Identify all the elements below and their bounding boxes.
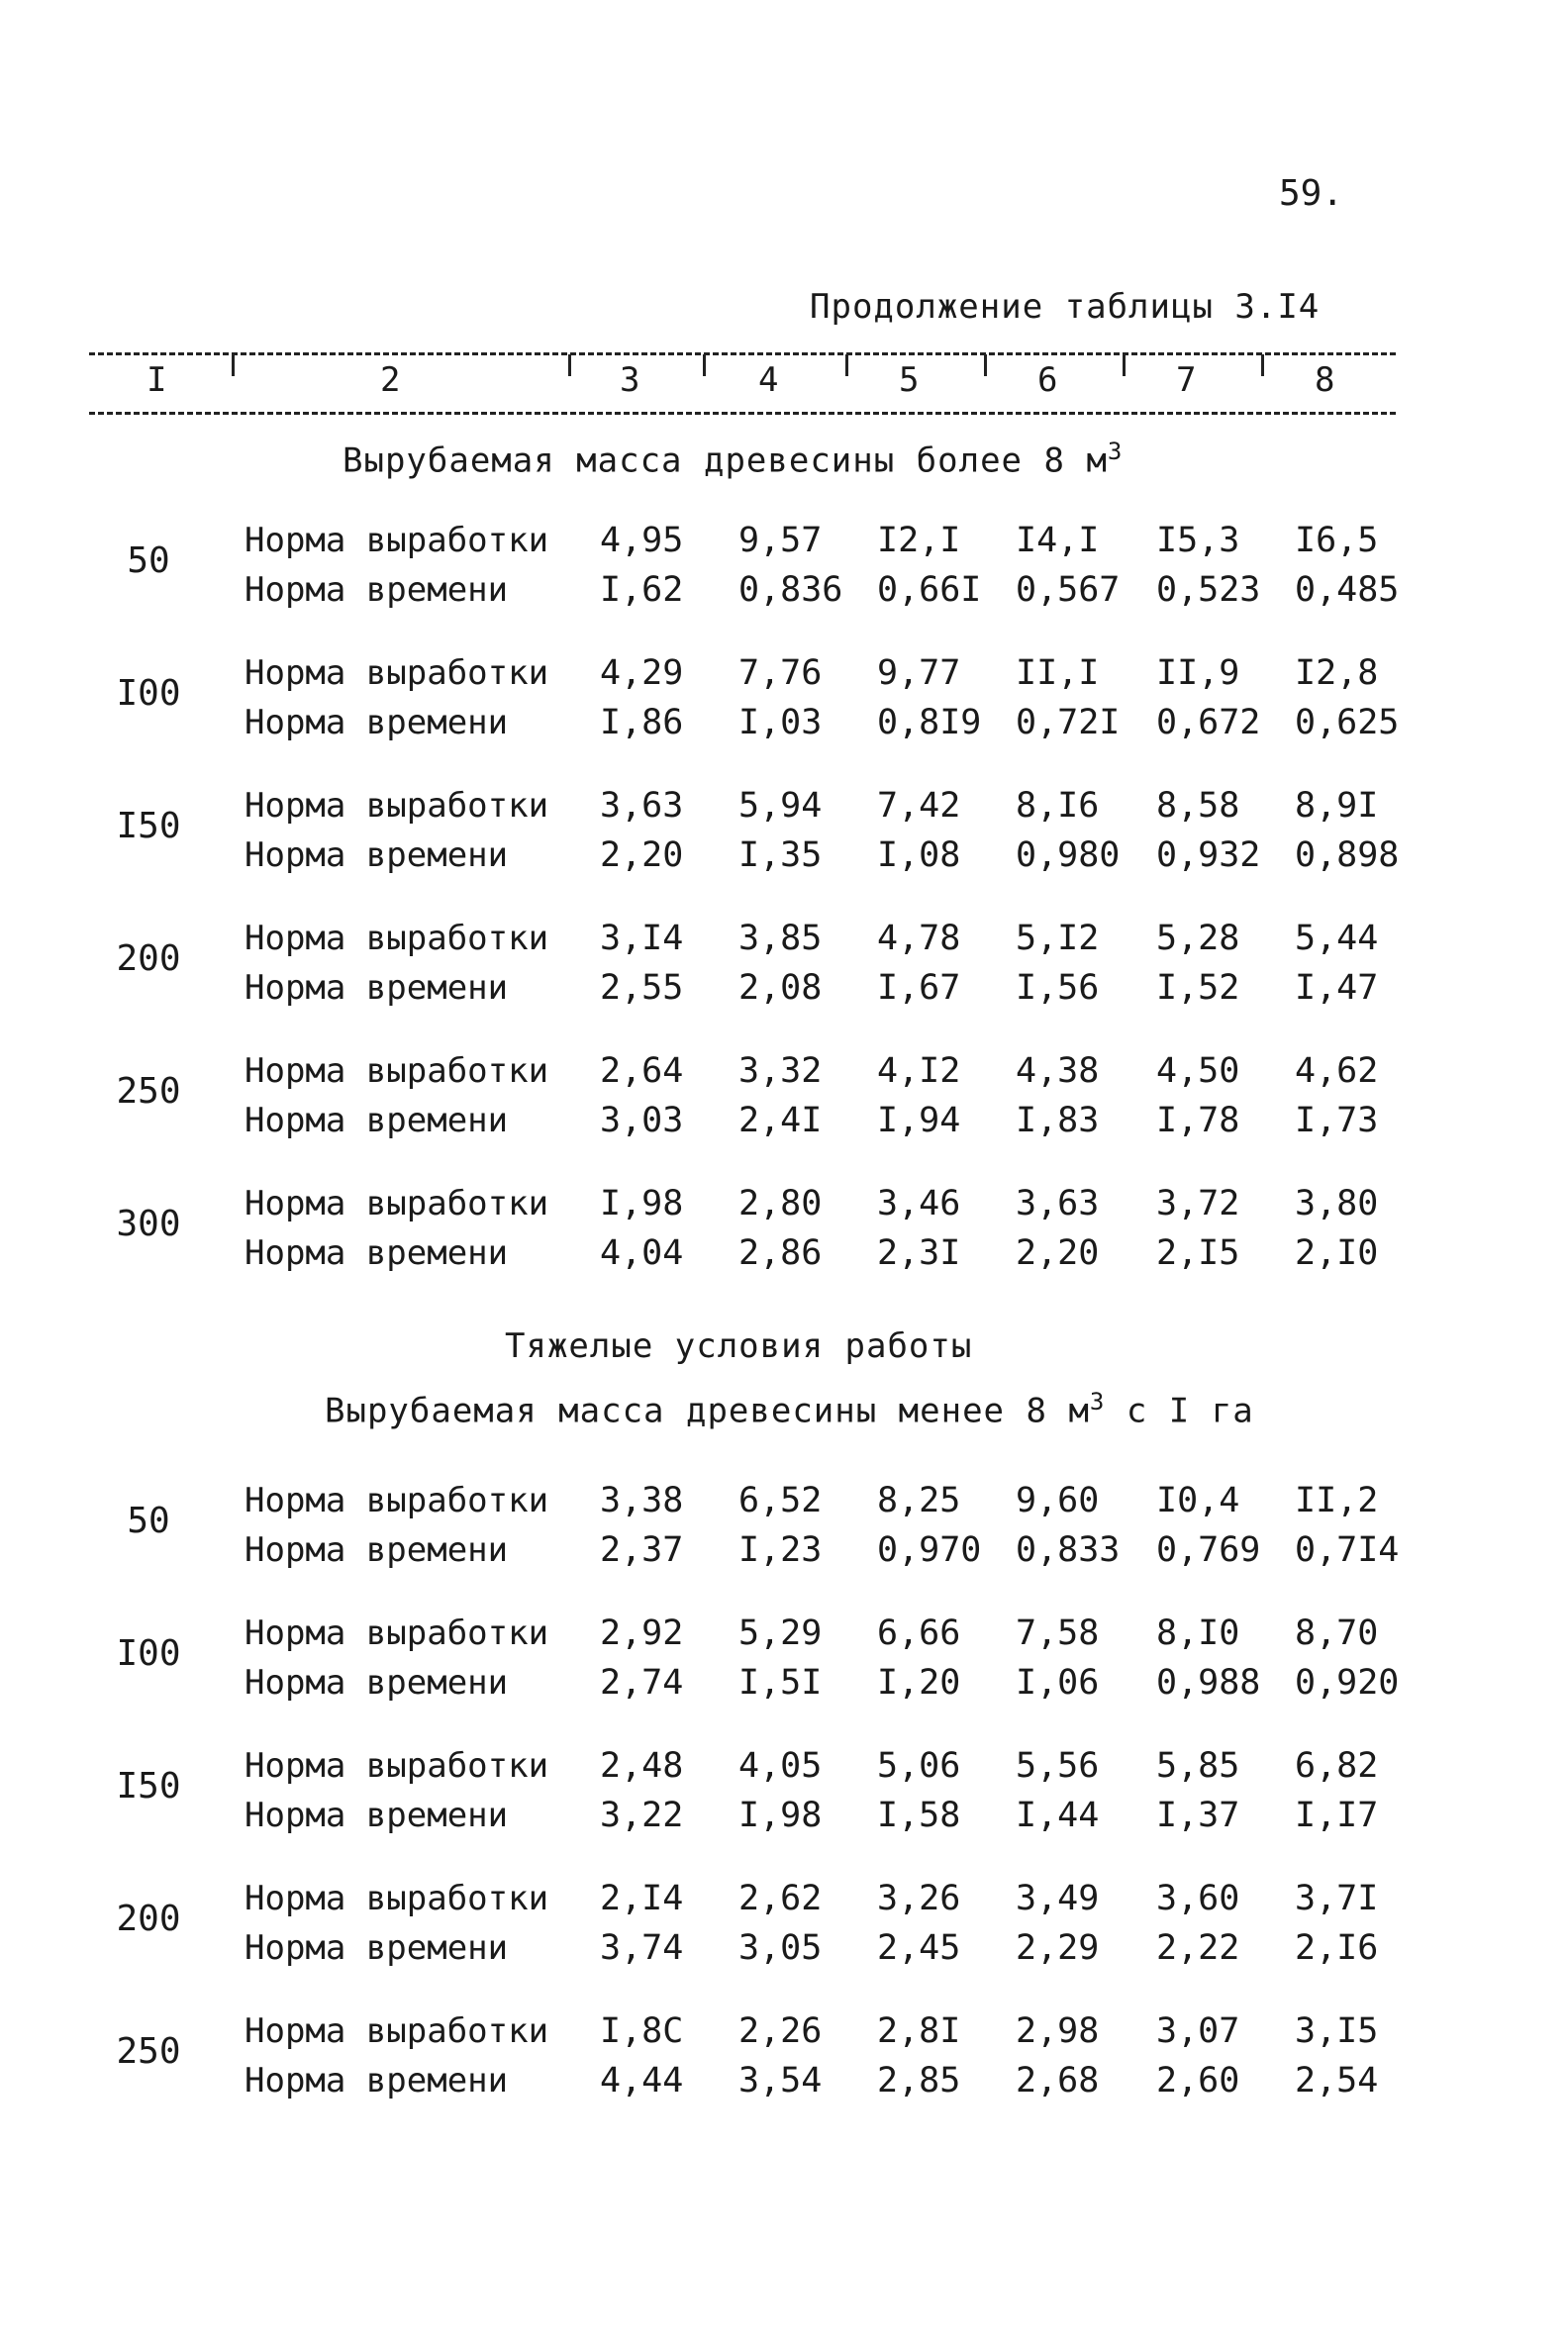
- table-cell: I0,4: [1156, 1481, 1240, 1520]
- header-separator: [1261, 354, 1264, 376]
- table-cell: 3,63: [1016, 1184, 1100, 1223]
- table-cell: 4,50: [1156, 1051, 1240, 1091]
- header-separator: [984, 354, 987, 376]
- table-cell: I,86: [600, 703, 684, 742]
- table-cell: I,44: [1016, 1796, 1100, 1835]
- table-cell: 4,29: [600, 653, 684, 693]
- table-cell: 2,64: [600, 1051, 684, 1091]
- row-label: Норма времени: [245, 835, 509, 875]
- output-norm-row: [0, 1184, 1568, 1231]
- row-label: Норма выработки: [245, 521, 549, 560]
- table-cell: I,47: [1295, 968, 1379, 1008]
- output-norm-row: [0, 521, 1568, 568]
- table-cell: I,73: [1295, 1101, 1379, 1140]
- output-norm-row: [0, 1051, 1568, 1099]
- table-cell: 3,80: [1295, 1184, 1379, 1223]
- table-cell: 3,63: [600, 786, 684, 826]
- output-norm-row: [0, 1879, 1568, 1926]
- table-cell: 0,988: [1156, 1663, 1261, 1703]
- table-cell: I,03: [738, 703, 823, 742]
- table-cell: I2,I: [877, 521, 961, 560]
- table-cell: 5,29: [738, 1613, 823, 1653]
- section2-title: [325, 1388, 1254, 1430]
- table-cell: I,8C: [600, 2011, 684, 2051]
- table-cell: I4,I: [1016, 521, 1100, 560]
- table-cell: I,56: [1016, 968, 1100, 1008]
- row-number: I00: [116, 673, 181, 714]
- table-cell: I,20: [877, 1663, 961, 1703]
- time-norm-row: [0, 1530, 1568, 1578]
- header-bottom-rule: [89, 412, 1396, 415]
- header-separator: [1123, 354, 1126, 376]
- output-norm-row: [0, 1746, 1568, 1794]
- header-col-2: 2: [380, 360, 401, 400]
- table-cell: 7,58: [1016, 1613, 1100, 1653]
- table-cell: 2,26: [738, 2011, 823, 2051]
- table-cell: 3,7I: [1295, 1879, 1379, 1918]
- table-cell: 0,625: [1295, 703, 1400, 742]
- table-cell: I,62: [600, 570, 684, 610]
- table-cell: 2,60: [1156, 2061, 1240, 2101]
- table-cell: 3,74: [600, 1928, 684, 1968]
- table-cell: 4,04: [600, 1233, 684, 1273]
- table-cell: 4,05: [738, 1746, 823, 1786]
- table-cell: I,37: [1156, 1796, 1240, 1835]
- table-cell: I,94: [877, 1101, 961, 1140]
- row-number: 200: [116, 938, 181, 979]
- table-cell: I,98: [600, 1184, 684, 1223]
- time-norm-row: [0, 835, 1568, 883]
- row-label: Норма времени: [245, 1530, 509, 1570]
- row-label: Норма времени: [245, 1928, 509, 1968]
- row-label: Норма времени: [245, 1233, 509, 1273]
- row-label: Норма выработки: [245, 1746, 549, 1786]
- table-row-group: [0, 919, 1568, 1027]
- section2-title-text: Вырубаемая масса древесины менее 8 м: [325, 1391, 1090, 1431]
- output-norm-row: [0, 919, 1568, 966]
- row-label: Норма выработки: [245, 1481, 549, 1520]
- table-cell: 2,62: [738, 1879, 823, 1918]
- table-header: [89, 352, 1396, 414]
- section1-title-text: Вырубаемая масса древесины более 8 м: [343, 440, 1108, 481]
- header-col-3: 3: [620, 360, 640, 400]
- time-norm-row: [0, 703, 1568, 750]
- table-cell: I,67: [877, 968, 961, 1008]
- table-cell: 2,3I: [877, 1233, 961, 1273]
- table-cell: II,9: [1156, 653, 1240, 693]
- section2-title-tail: с I га: [1105, 1391, 1254, 1431]
- table-cell: 3,I4: [600, 919, 684, 958]
- table-cell: 3,I5: [1295, 2011, 1379, 2051]
- row-label: Норма времени: [245, 1101, 509, 1140]
- table-row-group: [0, 521, 1568, 630]
- table-row-group: [0, 1051, 1568, 1160]
- table-cell: 5,06: [877, 1746, 961, 1786]
- table-cell: 2,20: [600, 835, 684, 875]
- table-cell: 3,49: [1016, 1879, 1100, 1918]
- row-number: 50: [127, 1501, 170, 1541]
- table-cell: II,2: [1295, 1481, 1379, 1520]
- output-norm-row: [0, 1613, 1568, 1661]
- table-cell: 0,836: [738, 570, 843, 610]
- table-cell: 6,66: [877, 1613, 961, 1653]
- table-cell: 5,56: [1016, 1746, 1100, 1786]
- table-cell: 2,55: [600, 968, 684, 1008]
- table-caption: Продолжение таблицы 3.I4: [810, 287, 1321, 327]
- table-cell: II,I: [1016, 653, 1100, 693]
- table-cell: 0,485: [1295, 570, 1400, 610]
- table-cell: 4,I2: [877, 1051, 961, 1091]
- header-col-6: 6: [1037, 360, 1058, 400]
- table-cell: 3,60: [1156, 1879, 1240, 1918]
- table-cell: 3,38: [600, 1481, 684, 1520]
- header-separator: [232, 354, 235, 376]
- table-cell: 8,25: [877, 1481, 961, 1520]
- table-cell: 3,32: [738, 1051, 823, 1091]
- table-cell: 2,48: [600, 1746, 684, 1786]
- table-cell: I5,3: [1156, 521, 1240, 560]
- row-label: Норма времени: [245, 570, 509, 610]
- table-cell: 3,03: [600, 1101, 684, 1140]
- row-label: Норма времени: [245, 2061, 509, 2101]
- table-row-group: [0, 786, 1568, 895]
- table-cell: 0,72I: [1016, 703, 1121, 742]
- table-cell: 2,74: [600, 1663, 684, 1703]
- section2-heading: Тяжелые условия работы: [505, 1326, 973, 1366]
- time-norm-row: [0, 968, 1568, 1016]
- table-cell: 8,9I: [1295, 786, 1379, 826]
- table-cell: 4,44: [600, 2061, 684, 2101]
- table-cell: 2,45: [877, 1928, 961, 1968]
- table-cell: 2,98: [1016, 2011, 1100, 2051]
- time-norm-row: [0, 1796, 1568, 1843]
- table-cell: 5,85: [1156, 1746, 1240, 1786]
- table-cell: 2,I0: [1295, 1233, 1379, 1273]
- table-cell: 2,08: [738, 968, 823, 1008]
- time-norm-row: [0, 570, 1568, 618]
- time-norm-row: [0, 1928, 1568, 1976]
- table-row-group: [0, 1184, 1568, 1293]
- header-col-1: I: [147, 360, 167, 400]
- row-number: I50: [116, 806, 181, 846]
- table-cell: 0,898: [1295, 835, 1400, 875]
- output-norm-row: [0, 653, 1568, 701]
- row-number: 300: [116, 1204, 181, 1244]
- table-cell: 2,85: [877, 2061, 961, 2101]
- table-cell: 8,58: [1156, 786, 1240, 826]
- time-norm-row: [0, 1233, 1568, 1281]
- time-norm-row: [0, 2061, 1568, 2108]
- output-norm-row: [0, 786, 1568, 833]
- table-cell: 0,920: [1295, 1663, 1400, 1703]
- table-cell: 2,8I: [877, 2011, 961, 2051]
- table-cell: 4,38: [1016, 1051, 1100, 1091]
- row-label: Норма времени: [245, 703, 509, 742]
- table-cell: I,58: [877, 1796, 961, 1835]
- table-cell: I,06: [1016, 1663, 1100, 1703]
- row-label: Норма выработки: [245, 2011, 549, 2051]
- table-cell: 2,20: [1016, 1233, 1100, 1273]
- table-cell: I2,8: [1295, 653, 1379, 693]
- table-cell: 0,66I: [877, 570, 982, 610]
- table-cell: I6,5: [1295, 521, 1379, 560]
- table-cell: 2,37: [600, 1530, 684, 1570]
- row-number: 200: [116, 1899, 181, 1939]
- table-cell: 9,57: [738, 521, 823, 560]
- time-norm-row: [0, 1663, 1568, 1710]
- table-cell: 0,769: [1156, 1530, 1261, 1570]
- table-row-group: [0, 1481, 1568, 1590]
- page-number: 59.: [1279, 173, 1344, 214]
- header-separator: [703, 354, 706, 376]
- row-label: Норма выработки: [245, 653, 549, 693]
- table-cell: 4,95: [600, 521, 684, 560]
- table-row-group: [0, 1746, 1568, 1855]
- time-norm-row: [0, 1101, 1568, 1148]
- table-cell: 8,I6: [1016, 786, 1100, 826]
- table-cell: I,78: [1156, 1101, 1240, 1140]
- table-cell: I,52: [1156, 968, 1240, 1008]
- row-label: Норма времени: [245, 1796, 509, 1835]
- table-cell: I,5I: [738, 1663, 823, 1703]
- table-cell: 2,4I: [738, 1101, 823, 1140]
- table-cell: I,I7: [1295, 1796, 1379, 1835]
- row-label: Норма выработки: [245, 1613, 549, 1653]
- table-cell: 2,I4: [600, 1879, 684, 1918]
- table-cell: 9,77: [877, 653, 961, 693]
- header-col-5: 5: [899, 360, 920, 400]
- table-cell: 3,22: [600, 1796, 684, 1835]
- table-cell: 0,833: [1016, 1530, 1121, 1570]
- table-cell: 0,8I9: [877, 703, 982, 742]
- table-cell: 4,78: [877, 919, 961, 958]
- table-cell: 7,42: [877, 786, 961, 826]
- table-cell: I,08: [877, 835, 961, 875]
- table-cell: 0,567: [1016, 570, 1121, 610]
- table-cell: 0,7I4: [1295, 1530, 1400, 1570]
- table-cell: 5,28: [1156, 919, 1240, 958]
- table-cell: 2,68: [1016, 2061, 1100, 2101]
- table-cell: 2,92: [600, 1613, 684, 1653]
- table-cell: 2,29: [1016, 1928, 1100, 1968]
- row-number: I50: [116, 1766, 181, 1807]
- row-label: Норма выработки: [245, 1184, 549, 1223]
- row-label: Норма выработки: [245, 1879, 549, 1918]
- table-cell: I,23: [738, 1530, 823, 1570]
- row-number: 250: [116, 1071, 181, 1112]
- table-cell: 0,672: [1156, 703, 1261, 742]
- table-cell: 3,85: [738, 919, 823, 958]
- section1-title: [343, 438, 1123, 480]
- table-cell: I,83: [1016, 1101, 1100, 1140]
- table-cell: 3,07: [1156, 2011, 1240, 2051]
- table-cell: 8,70: [1295, 1613, 1379, 1653]
- header-separator: [568, 354, 571, 376]
- table-cell: 2,80: [738, 1184, 823, 1223]
- table-cell: 0,980: [1016, 835, 1121, 875]
- table-row-group: [0, 1613, 1568, 1722]
- table-cell: 5,94: [738, 786, 823, 826]
- table-cell: 9,60: [1016, 1481, 1100, 1520]
- table-cell: 0,970: [877, 1530, 982, 1570]
- table-cell: 2,22: [1156, 1928, 1240, 1968]
- row-label: Норма выработки: [245, 1051, 549, 1091]
- table-cell: 3,72: [1156, 1184, 1240, 1223]
- table-cell: 2,54: [1295, 2061, 1379, 2101]
- output-norm-row: [0, 2011, 1568, 2059]
- table-cell: 2,86: [738, 1233, 823, 1273]
- table-cell: 8,I0: [1156, 1613, 1240, 1653]
- header-col-7: 7: [1176, 360, 1197, 400]
- table-cell: I,35: [738, 835, 823, 875]
- table-cell: 3,46: [877, 1184, 961, 1223]
- row-number: 250: [116, 2031, 181, 2072]
- table-row-group: [0, 2011, 1568, 2120]
- table-cell: I,98: [738, 1796, 823, 1835]
- table-cell: 5,44: [1295, 919, 1379, 958]
- table-cell: 3,54: [738, 2061, 823, 2101]
- section2-title-sup: 3: [1089, 1388, 1106, 1416]
- table-cell: 0,932: [1156, 835, 1261, 875]
- section1-title-sup: 3: [1107, 438, 1124, 465]
- table-row-group: [0, 653, 1568, 762]
- table-cell: 5,I2: [1016, 919, 1100, 958]
- table-cell: 6,52: [738, 1481, 823, 1520]
- row-label: Норма времени: [245, 1663, 509, 1703]
- header-col-4: 4: [758, 360, 779, 400]
- table-cell: 4,62: [1295, 1051, 1379, 1091]
- row-label: Норма выработки: [245, 786, 549, 826]
- table-cell: 0,523: [1156, 570, 1261, 610]
- row-number: 50: [127, 540, 170, 581]
- row-label: Норма времени: [245, 968, 509, 1008]
- header-top-rule: [89, 352, 1396, 355]
- table-row-group: [0, 1879, 1568, 1988]
- table-cell: 7,76: [738, 653, 823, 693]
- header-separator: [845, 354, 848, 376]
- header-col-8: 8: [1315, 360, 1335, 400]
- table-cell: 3,26: [877, 1879, 961, 1918]
- output-norm-row: [0, 1481, 1568, 1528]
- table-cell: 6,82: [1295, 1746, 1379, 1786]
- table-cell: 2,I6: [1295, 1928, 1379, 1968]
- table-cell: 2,I5: [1156, 1233, 1240, 1273]
- row-number: I00: [116, 1633, 181, 1674]
- table-cell: 3,05: [738, 1928, 823, 1968]
- row-label: Норма выработки: [245, 919, 549, 958]
